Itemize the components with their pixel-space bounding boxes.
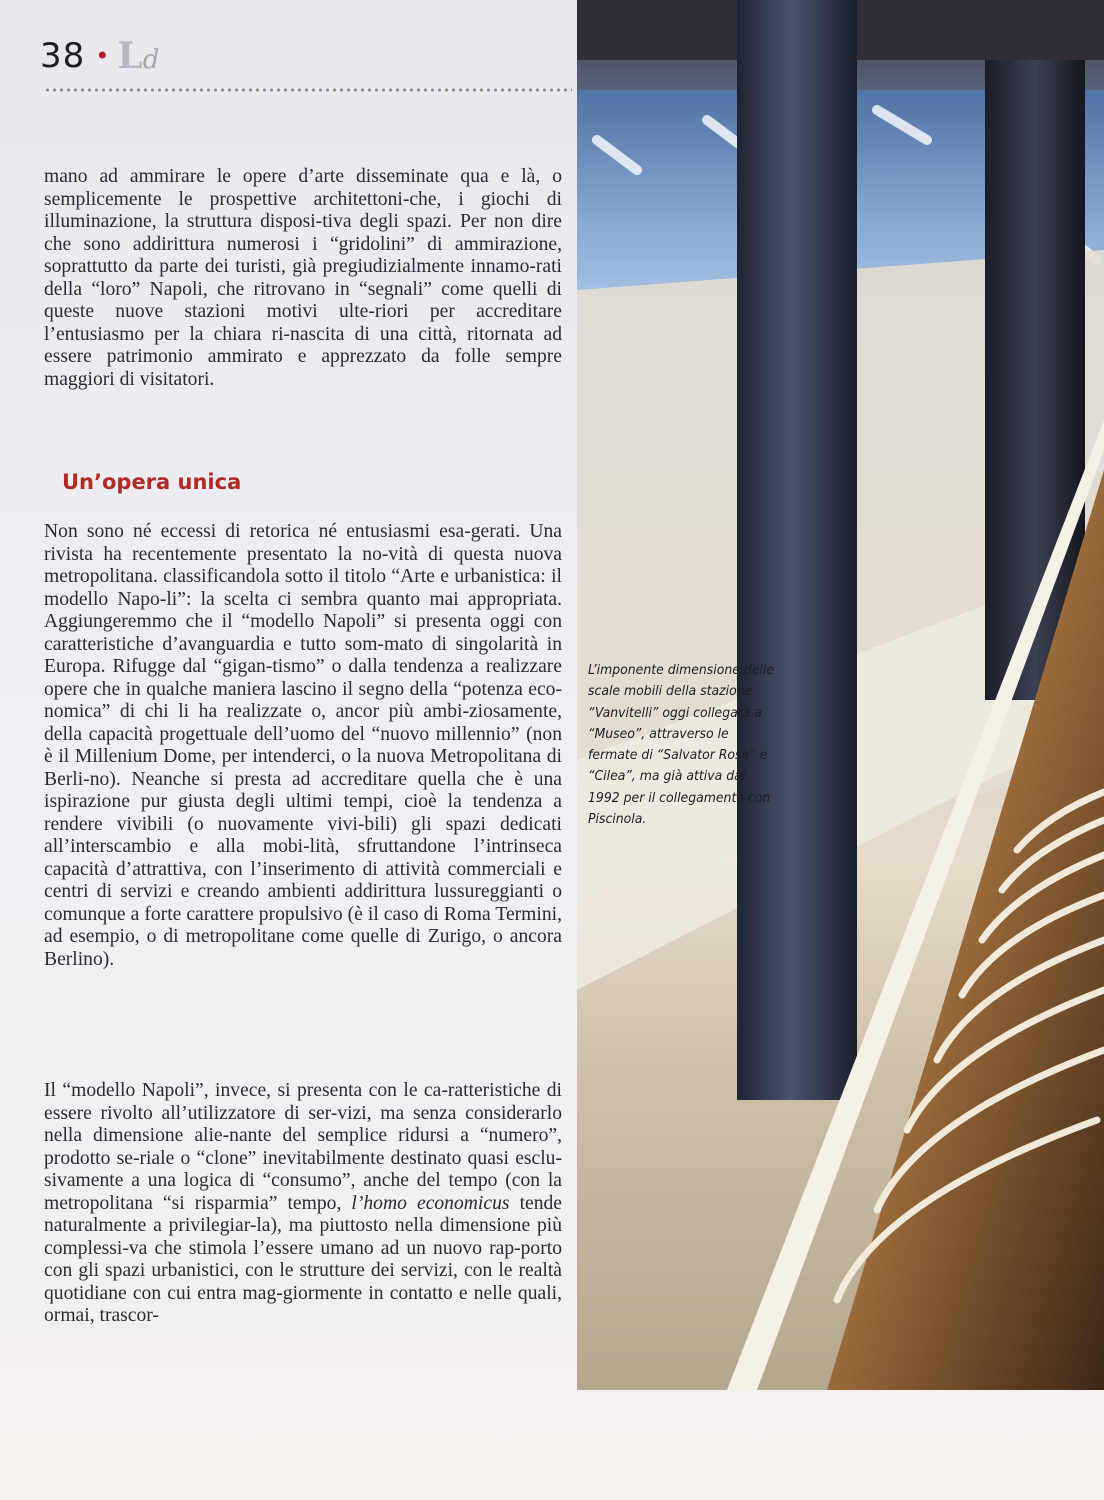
body-paragraph-1: mano ad ammirare le opere d’arte disseminate qua e là, o semplicemente le prospettive architettoni-che, i giochi di illuminazione, la struttura disposi-tiva degli spazi. Per non dire che sono addirittura numerosi i “gridolini” di ammirazione, soprattutto da parte dei turisti, già pregiudizialmente innamo-rati della “loro” Napoli, che ritrovano in “segnali” come quelli di queste nuove stazioni motivi ulte-riori per accreditare l’entusiasmo per la chiara ri-nascita di una città, ritornata ad essere patrimonio ammirato e apprezzato da folle sempre maggiori di visitatori. — [44, 166, 562, 390]
paragraph-3-start: Il “modello Napoli”, invece, si presenta con le ca-ratteristiche di essere rivolto all’utilizzatore di ser-vizi, ma senza considerarlo nella dimensione alie-nante del semplice ridursi a “numero”, prodotto se-riale o “clone” inevitabilmente destinato quasi esclu-sivamente a una logica di “consumo”, anche del tempo (con la metropolitana “si risparmia” tempo, — [44, 1080, 562, 1214]
paragraph-3-end: tende naturalmente a privilegiar-la), ma piuttosto nella dimensione più complessi-va che stimola l’essere umano ad un nuovo rap-porto con gli spazi urbanistici, con le strutture dei servizi, con le realtà quotidiane con cui entra mag-giormente in contatto e nelle quali, ormai, trascor- — [44, 1192, 562, 1326]
header-separator: • — [95, 42, 110, 70]
photo-caption: L’imponente dimensione delle scale mobili della stazione “Vanvitelli” oggi collegata a “Museo”, attraverso le fermate di “Salvator Rosa” e “Cilea”, ma già attiva dal 1992 per il collegamento con Piscinola. — [588, 663, 775, 828]
italic-term: l’homo economicus — [351, 1192, 510, 1214]
magazine-logo — [117, 35, 159, 77]
body-paragraph-3 — [44, 1080, 562, 1328]
column-left — [737, 0, 857, 1100]
logo-letter: L — [117, 35, 143, 77]
logo-sub: d — [142, 45, 160, 75]
page-header — [40, 30, 159, 82]
section-heading: Un’opera unica — [62, 470, 242, 494]
body-paragraph-2: Non sono né eccessi di retorica né entusiasmi esa-gerati. Una rivista ha recentemente presentato la no-vità di questa nuova metropolitana. classificandola sotto il titolo “Arte e urbanistica: il modello Napo-li”: la scelta ci sembra quanto mai appropriata. Aggiungeremmo che il “modello Napoli” si presenta oggi con caratteristiche d’avanguardia e tutto som-mato di singolarità in Europa. Rifugge dal “gigan-tismo” o dalla tendenza a realizzare opere che in qualche maniera lascino il segno della “potenza eco-nomica” di chi li ha realizzate o, ancor più ambi-ziosamente, della capacità progettuale dell’uomo del “nuovo millennio” (non è il Millenium Dome, per intenderci, o la nuova Metropolitana di Berli-no). Neanche si presta ad accreditare quella che è una ispirazione pur giusta degli ultimi tempi, cioè la tendenza a rendere vivibili (o nuovamente vivi-bili) gli spazi dedicati all’interscambio e alla mobi-lità, sfruttandone l’intrinseca capacità d’attrattiva, con l’inserimento di attività commerciali e centri di servizi e creando ambienti addirittura lussureggianti o comunque a forte carattere propulsivo (è il caso di Roma Termini, ad esempio, o di metropolitane come quelle di Zurigo, o ancora Berlino). — [44, 521, 562, 970]
dotted-rule — [44, 88, 572, 92]
page-number: 38 — [40, 36, 86, 76]
